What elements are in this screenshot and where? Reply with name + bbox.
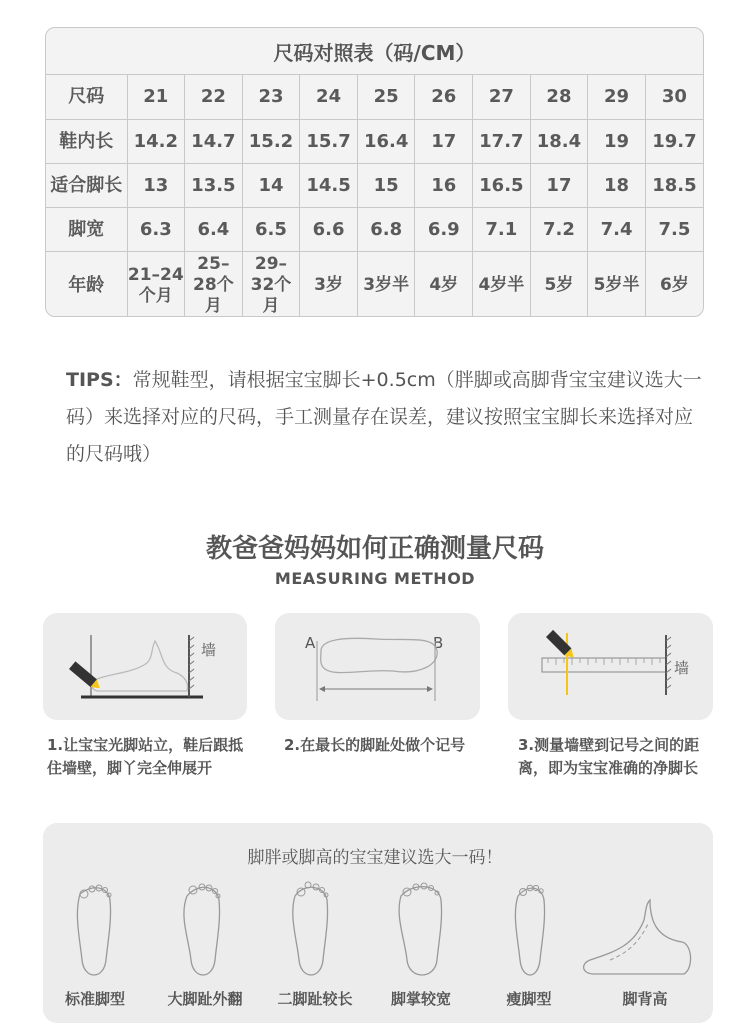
size-cell: 7.5 bbox=[645, 207, 703, 251]
row-header: 鞋内长 bbox=[46, 119, 127, 163]
size-row bbox=[46, 75, 703, 119]
step-1-illustration bbox=[43, 613, 247, 720]
tips-text: 常规鞋型，请根据宝宝脚长+0.5cm（胖脚或高脚背宝宝建议选大一码）来选择对应的尺码，手工测量存在误差，建议按照宝宝脚长来选择对应的尺码哦） bbox=[66, 369, 702, 465]
size-cell: 17 bbox=[530, 163, 588, 207]
foot-label-5: 瘦脚型 bbox=[506, 990, 552, 1008]
foot-label-3: 二脚趾较长 bbox=[277, 990, 353, 1008]
ruler-measure-icon bbox=[508, 613, 713, 720]
size-cell: 15.2 bbox=[242, 119, 300, 163]
age-cell: 4岁 bbox=[415, 251, 473, 317]
size-cell: 23 bbox=[242, 75, 300, 119]
size-row bbox=[46, 207, 703, 251]
size-cell: 25 bbox=[357, 75, 415, 119]
foot-against-wall-icon bbox=[43, 613, 247, 720]
step-3-wall-label: 墙 bbox=[674, 659, 690, 677]
size-cell: 6.5 bbox=[242, 207, 300, 251]
size-cell: 13 bbox=[127, 163, 185, 207]
label-b: B bbox=[433, 634, 444, 652]
method-subtitle: MEASURING METHOD bbox=[274, 569, 476, 588]
size-cell: 24 bbox=[300, 75, 358, 119]
size-cell: 14.5 bbox=[300, 163, 358, 207]
step-3-text: 3.测量墙壁到记号之间的距离，即为宝宝准确的净脚长 bbox=[518, 736, 700, 777]
size-cell: 21 bbox=[127, 75, 185, 119]
size-cell: 15 bbox=[357, 163, 415, 207]
step-3-illustration bbox=[508, 613, 713, 720]
age-cell: 3岁半 bbox=[357, 251, 415, 317]
size-cell: 22 bbox=[185, 75, 243, 119]
row-header: 年龄 bbox=[46, 251, 127, 317]
size-cell: 19.7 bbox=[645, 119, 703, 163]
size-chart-grid bbox=[46, 75, 703, 317]
foot-label-4: 脚掌较宽 bbox=[390, 990, 451, 1008]
size-cell: 29 bbox=[588, 75, 646, 119]
size-cell: 18.5 bbox=[645, 163, 703, 207]
age-cell: 29– 32个 月 bbox=[242, 251, 300, 317]
step-1-wall-label: 墙 bbox=[201, 641, 217, 659]
age-cell: 21–24 个月 bbox=[127, 251, 185, 317]
size-cell: 16.4 bbox=[357, 119, 415, 163]
size-cell: 28 bbox=[530, 75, 588, 119]
step-2-illustration bbox=[275, 613, 480, 720]
size-cell: 14.2 bbox=[127, 119, 185, 163]
row-header: 尺码 bbox=[46, 75, 127, 119]
size-chart-table bbox=[45, 27, 704, 317]
size-cell: 6.4 bbox=[185, 207, 243, 251]
age-cell: 25– 28个 月 bbox=[185, 251, 243, 317]
size-cell: 14 bbox=[242, 163, 300, 207]
row-header: 脚宽 bbox=[46, 207, 127, 251]
size-chart-title: 尺码对照表（码/CM） bbox=[46, 28, 703, 75]
age-cell: 5岁 bbox=[530, 251, 588, 317]
label-a: A bbox=[305, 634, 316, 652]
footprint-length-icon bbox=[275, 613, 480, 720]
size-cell: 7.2 bbox=[530, 207, 588, 251]
size-cell: 19 bbox=[588, 119, 646, 163]
advice-title: 脚胖或脚高的宝宝建议选大一码！ bbox=[247, 848, 503, 868]
size-cell: 18 bbox=[588, 163, 646, 207]
method-title: 教爸爸妈妈如何正确测量尺码 bbox=[205, 534, 544, 564]
age-cell: 6岁 bbox=[660, 275, 689, 296]
step-1-text: 1.让宝宝光脚站立，鞋后跟抵住墙壁，脚丫完全伸展开 bbox=[47, 736, 244, 777]
tips-paragraph bbox=[66, 362, 706, 473]
size-cell: 6.6 bbox=[300, 207, 358, 251]
row-header: 适合脚长 bbox=[46, 163, 127, 207]
foot-label-6: 脚背高 bbox=[622, 990, 668, 1008]
size-row bbox=[46, 119, 703, 163]
size-cell: 18.4 bbox=[530, 119, 588, 163]
size-cell: 16.5 bbox=[473, 163, 531, 207]
size-cell: 14.7 bbox=[185, 119, 243, 163]
size-cell: 26 bbox=[415, 75, 473, 119]
size-cell: 17 bbox=[415, 119, 473, 163]
size-cell: 6.9 bbox=[415, 207, 473, 251]
foot-label-2: 大脚趾外翻 bbox=[167, 990, 243, 1008]
size-cell: 15.7 bbox=[300, 119, 358, 163]
size-cell: 16 bbox=[415, 163, 473, 207]
size-cell: 7.1 bbox=[473, 207, 531, 251]
size-row bbox=[46, 163, 703, 207]
age-cell: 3岁 bbox=[300, 251, 358, 317]
age-row bbox=[46, 251, 703, 317]
size-cell: 13.5 bbox=[185, 163, 243, 207]
age-cell: 4岁半 bbox=[473, 251, 531, 317]
size-cell: 27 bbox=[473, 75, 531, 119]
size-cell: 17.7 bbox=[473, 119, 531, 163]
size-cell: 30 bbox=[645, 75, 703, 119]
step-2-text: 2.在最长的脚趾处做个记号 bbox=[284, 736, 466, 754]
age-cell: 5岁半 bbox=[588, 251, 646, 317]
tips-label: TIPS： bbox=[66, 369, 133, 391]
foot-label-1: 标准脚型 bbox=[64, 990, 125, 1008]
size-cell: 6.8 bbox=[357, 207, 415, 251]
size-cell: 7.4 bbox=[588, 207, 646, 251]
size-cell: 6.3 bbox=[127, 207, 185, 251]
